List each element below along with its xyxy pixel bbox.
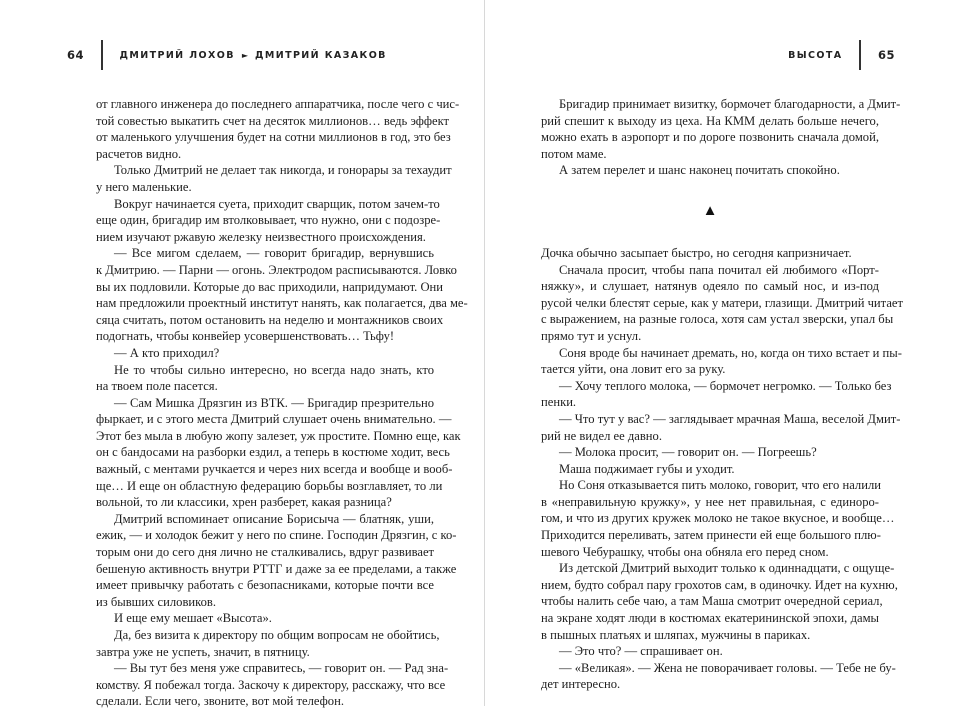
text-line: торым они до сего дня лично не сталкивались, вдруг развивает bbox=[96, 545, 435, 560]
right-page-text bbox=[541, 96, 903, 693]
author-name-1: ДМИТРИЙ ЛОХОВ bbox=[119, 49, 235, 61]
text-line: завтра уже не успеть, значит, в пятницу. bbox=[96, 644, 310, 659]
text-line: нам предложили проектный институт нанять, как полагается, два ме- bbox=[96, 296, 468, 311]
text-line: — Хочу теплого молока, — бормочет негромко. — Только без bbox=[559, 378, 892, 393]
text-line: А затем перелет и шанс наконец почитать спокойно. bbox=[559, 163, 840, 178]
text-line: на твоем поле пасется. bbox=[96, 379, 218, 394]
text-line: — А кто приходил? bbox=[114, 345, 220, 360]
text-line: Маша поджимает губы и уходит. bbox=[559, 461, 735, 476]
section-break bbox=[541, 179, 879, 245]
text-line: — Вы тут без меня уже справитесь, — говорит он. — Рад зна- bbox=[114, 661, 449, 676]
text-line: Но Соня отказывается пить молоко, говорит, что его налили bbox=[559, 478, 881, 493]
text-line: нием, будто собрал пару грохотов сам, в одиночку. Идет на кухню, bbox=[541, 577, 898, 592]
text-line: — Молока просит, — говорит он. — Погреешь? bbox=[559, 445, 817, 460]
author-name-2: ДМИТРИЙ КАЗАКОВ bbox=[255, 49, 387, 61]
header-rule bbox=[859, 40, 861, 70]
text-line: подогнать, чтобы конвейер усовершенствовать… Тьфу! bbox=[96, 329, 395, 344]
text-line: он с бандосами на разборки ездил, а теперь в костюме ходит, весь bbox=[96, 445, 450, 460]
text-line: нием изучают ржавую железку неизвестного происхождения. bbox=[96, 229, 426, 244]
text-line: в пышных платьях и шляпах, мужчины в париках. bbox=[541, 627, 811, 642]
text-line: Из детской Дмитрий выходит только к одиннадцати, с ощуще- bbox=[559, 561, 895, 576]
text-line: рий не видел ее давно. bbox=[541, 428, 662, 443]
triangle-ornament-icon: ▲ bbox=[702, 203, 718, 220]
text-line: вы их подловили. Которые до вас приходили, напридумают. Они bbox=[96, 279, 444, 294]
text-line: Только Дмитрий не делает так никогда, и гонорары за техаудит bbox=[114, 163, 452, 178]
text-line: Дочка обычно засыпает быстро, но сегодня капризничает. bbox=[541, 245, 852, 260]
text-line: расчетов видно. bbox=[96, 146, 182, 161]
text-line: И еще ему мешает «Высота». bbox=[114, 611, 272, 626]
text-line: еще один, бригадир им втолковывает, что нужно, они с подозре- bbox=[96, 213, 441, 228]
text-line: с выражением, на разные голоса, хотя сам устал зверски, упал бы bbox=[541, 312, 894, 327]
text-line: у него маленькие. bbox=[96, 179, 192, 194]
text-line: русой челки блестят серые, как у матери, глазищи. Дмитрий читает bbox=[541, 295, 903, 310]
text-line: шевого Чебурашку, чтобы она обняла его перед сном. bbox=[541, 544, 829, 559]
spread-gutter bbox=[484, 0, 485, 706]
text-line: бешеную активность внутри РТТГ и даже за ее пределами, а также bbox=[96, 561, 457, 576]
text-line: прямо тут и уснул. bbox=[541, 328, 642, 343]
text-line: дет интересно. bbox=[541, 677, 621, 692]
text-line: имеет привычку работать с безопасниками, которые почти все bbox=[96, 578, 434, 593]
text-line: ежик, — и холодок бежит у него по спине. Господин Дрязгин, с ко- bbox=[96, 528, 457, 543]
text-line: к Дмитрию. — Парни — огонь. Электродом расписываются. Ловко bbox=[96, 262, 457, 277]
text-line: из бывших силовиков. bbox=[96, 594, 217, 609]
text-line: — «Великая». — Жена не поворачивает головы. — Тебе не бу- bbox=[559, 660, 896, 675]
right-running-head bbox=[788, 40, 895, 70]
left-running-head bbox=[67, 40, 387, 70]
text-line: Да, без визита к директору по общим вопросам не обойтись, bbox=[114, 628, 440, 642]
left-folio: 64 bbox=[67, 48, 85, 62]
left-page-text bbox=[96, 96, 468, 710]
text-line: Приходится переливать, затем принести ей еще большого плю- bbox=[541, 528, 881, 543]
text-line: Дмитрий вспоминает описание Борисыча — блатняк, уши, bbox=[114, 511, 434, 526]
text-line: Сначала просит, чтобы папа почитал ей любимого «Порт- bbox=[559, 262, 879, 277]
text-line: — Все мигом сделаем, — говорит бригадир, вернувшись bbox=[114, 246, 434, 261]
text-line: на экране ходят люди в костюмах екатерининской эпохи, дамы bbox=[541, 611, 879, 626]
header-rule bbox=[101, 40, 103, 70]
text-line: комству. Я побежал тогда. Заскочу к директору, расскажу, что все bbox=[96, 677, 446, 692]
text-line: сяца считать, потом остановить на неделю и монтажников своих bbox=[96, 312, 444, 327]
running-title: ВЫСОТА bbox=[788, 49, 843, 61]
text-line: от маленького улучшения будет на сотни миллионов в год, это без bbox=[96, 130, 451, 145]
text-line: Бригадир принимает визитку, бормочет благодарности, а Дмит- bbox=[559, 97, 901, 111]
right-folio: 65 bbox=[877, 48, 895, 62]
text-line: — Сам Мишка Дрязгин из ВТК. — Бригадир презрительно bbox=[114, 395, 434, 410]
text-line: — Что тут у вас? — заглядывает мрачная Маша, веселой Дмит- bbox=[559, 411, 901, 426]
text-line: в «неправильную кружку», у нее нет правильная, с единоро- bbox=[541, 494, 879, 509]
text-line: чтобы налить себе чаю, а там Маша смотрит очередной сериал, bbox=[541, 594, 883, 609]
text-line: важный, с ментами ручкается и через них всегда и вообще и вооб- bbox=[96, 462, 453, 477]
text-line: фыркает, и с этого места Дмитрий слушает очень внимательно. — bbox=[96, 412, 452, 427]
text-line: пенки. bbox=[541, 395, 577, 410]
text-line: тается уйти, она ловит его за руку. bbox=[541, 362, 726, 377]
arrow-separator-icon: ► bbox=[241, 50, 248, 60]
text-line: Вокруг начинается суета, приходит сварщик, потом зачем-то bbox=[114, 196, 440, 211]
text-line: сделали. Если чего, звоните, вот мой телефон. bbox=[96, 694, 344, 709]
text-line: можно ехать в аэропорт и по дороге позвонить сначала домой, bbox=[541, 130, 879, 145]
text-line: гом, и что из других кружек молоко не такое вкусное, и вообще… bbox=[541, 511, 895, 526]
text-line: Этот без мыла в любую жопу залезет, уж простите. Помню еще, как bbox=[96, 428, 461, 443]
text-line: потом маме. bbox=[541, 146, 607, 161]
text-line: ще… И еще он областную федерацию борьбы возглавляет, то ли bbox=[96, 478, 443, 493]
text-line: той совестью выкатить счет на десяток миллионов… ведь эффект bbox=[96, 113, 450, 128]
text-line: вольной, то ли классики, хрен разберет, какая разница? bbox=[96, 495, 392, 510]
text-line: — Это что? — спрашивает он. bbox=[559, 644, 723, 659]
text-line: рий спешит к выходу из цеха. На КММ делать больше нечего, bbox=[541, 113, 879, 128]
text-line: Соня вроде бы начинает дремать, но, когда он тихо встает и пы- bbox=[559, 345, 902, 360]
text-line: няжку», и слушает, натянув одеяло по самый нос, и из-под bbox=[541, 279, 879, 294]
text-line: Не то чтобы сильно интересно, но всегда надо знать, кто bbox=[114, 362, 434, 377]
text-line: от главного инженера до последнего аппаратчика, после чего с чис- bbox=[96, 97, 460, 111]
